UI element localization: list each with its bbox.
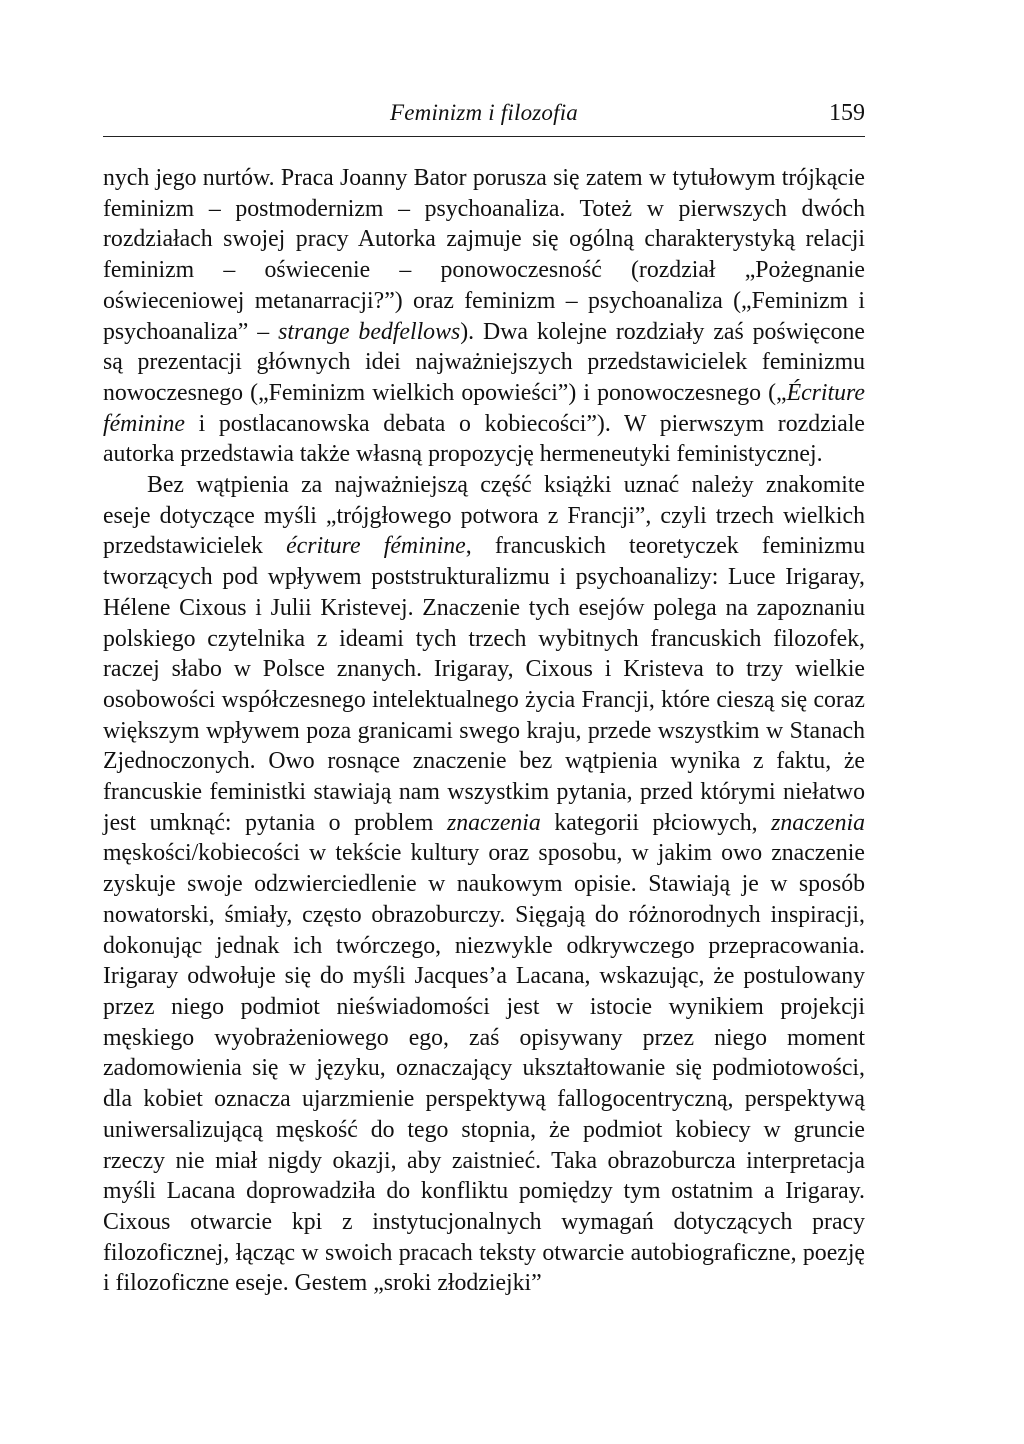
text-run: , francuskich teoretyczek feminizmu tworzących pod wpływem poststrukturalizmu i psychoanalizy: Luce Irigaray, Hélene Cixous i Julii Kristevej. Znaczenie tych esejów polega na zapoznaniu polskiego czytelnika z ideami tych trzech wybitnych francuskich filozofek, raczej słabo w Polsce znanych. Irigaray, Cixous i Kristeva to trzy wielkie osobowości współczesnego intelektualnego życia Francji, które cieszą się coraz większym wpływem poza granicami swego kraju, przede wszystkim w Stanach Zjednoczonych. Owo rosnące znaczenie bez wątpienia wynika z faktu, że francuskie feministki stawiają nam wszystkim pytania, przed którymi niełatwo jest umknąć: pytania o problem [103, 533, 865, 836]
italic-text-run: znaczenia [446, 809, 541, 836]
text-run: kategorii płciowych, [540, 809, 772, 836]
body-text [103, 163, 865, 1299]
running-header [103, 96, 865, 137]
text-run: Bez wątpienia za najważniejszą część książki uznać należy znakomite eseje dotyczące myśli „trójgłowego potwora z Francji”, czyli trzech wielkich przedstawicielek [103, 472, 865, 560]
page-content [103, 96, 865, 1299]
text-run: i postlacanowska debata o kobiecości”). W pierwszym rozdziale autorka przedstawia także własną propozycję hermeneutyki feministycznej. [103, 410, 865, 468]
italic-text-run: Écriture féminine [103, 379, 865, 437]
paragraph-2 [103, 470, 865, 1299]
paragraph-1 [103, 163, 865, 470]
text-run: męskości/kobiecości w tekście kultury oraz sposobu, w jakim owo znaczenie zyskuje swoje odzwierciedlenie w naukowym opisie. Stawiają je w sposób nowatorski, śmiały, często obrazoburczy. Sięgają do różnorodnych inspiracji, dokonując jednak ich twórczego, niezwykle odkrywczego przepracowania. Irigaray odwołuje się do myśli Jacques’a Lacana, wskazując, że postulowany przez niego podmiot nieświadomości jest w istocie wynikiem projekcji męskiego wyobrażeniowego ego, zaś opisywany przez niego moment zadomowienia się w języku, oznaczający ukształtowanie się podmiotowości, dla kobiet oznacza ujarzmienie perspektywą fallogocentryczną, perspektywą uniwersalizującą męskość do tego stopnia, że podmiot kobiecy w gruncie rzeczy nie miał nigdy okazji, aby zaistnieć. Taka obrazoburcza interpretacja myśli Lacana doprowadziła do konfliktu pomiędzy tym ostatnim a Irigaray. Cixous otwarcie kpi z instytucjonalnych wymagań dotyczących pracy filozoficznej, łącząc w swoich pracach teksty otwarcie autobiograficzne, poezję i filozoficzne eseje. Gestem „sroki złodziejki” [103, 840, 865, 1297]
running-title: Feminizm i filozofia [390, 100, 578, 125]
italic-text-run: strange bedfellows [278, 318, 461, 345]
italic-text-run: écriture féminine [286, 533, 466, 560]
page-number: 159 [829, 100, 865, 126]
italic-text-run: znaczenia [771, 809, 865, 836]
text-run: ). Dwa kolejne rozdziały zaś poświęcone są prezentacji głównych idei najważniejszych przedstawicielek feminizmu nowoczesnego („Feminizm wielkich opowieści”) i ponowoczesnego („ [103, 318, 865, 406]
text-run: nych jego nurtów. Praca Joanny Bator porusza się zatem w tytułowym trójkącie feminizm – postmodernizm – psychoanaliza. Toteż w pierwszych dwóch rozdziałach swojej pracy Autorka zajmuje się ogólną charakterystyką relacji feminizm – oświecenie – ponowoczesność (rozdział „Pożegnanie oświeceniowej metanarracji?”) oraz feminizm – psychoanaliza („Feminizm i psychoanaliza” – [103, 165, 865, 345]
